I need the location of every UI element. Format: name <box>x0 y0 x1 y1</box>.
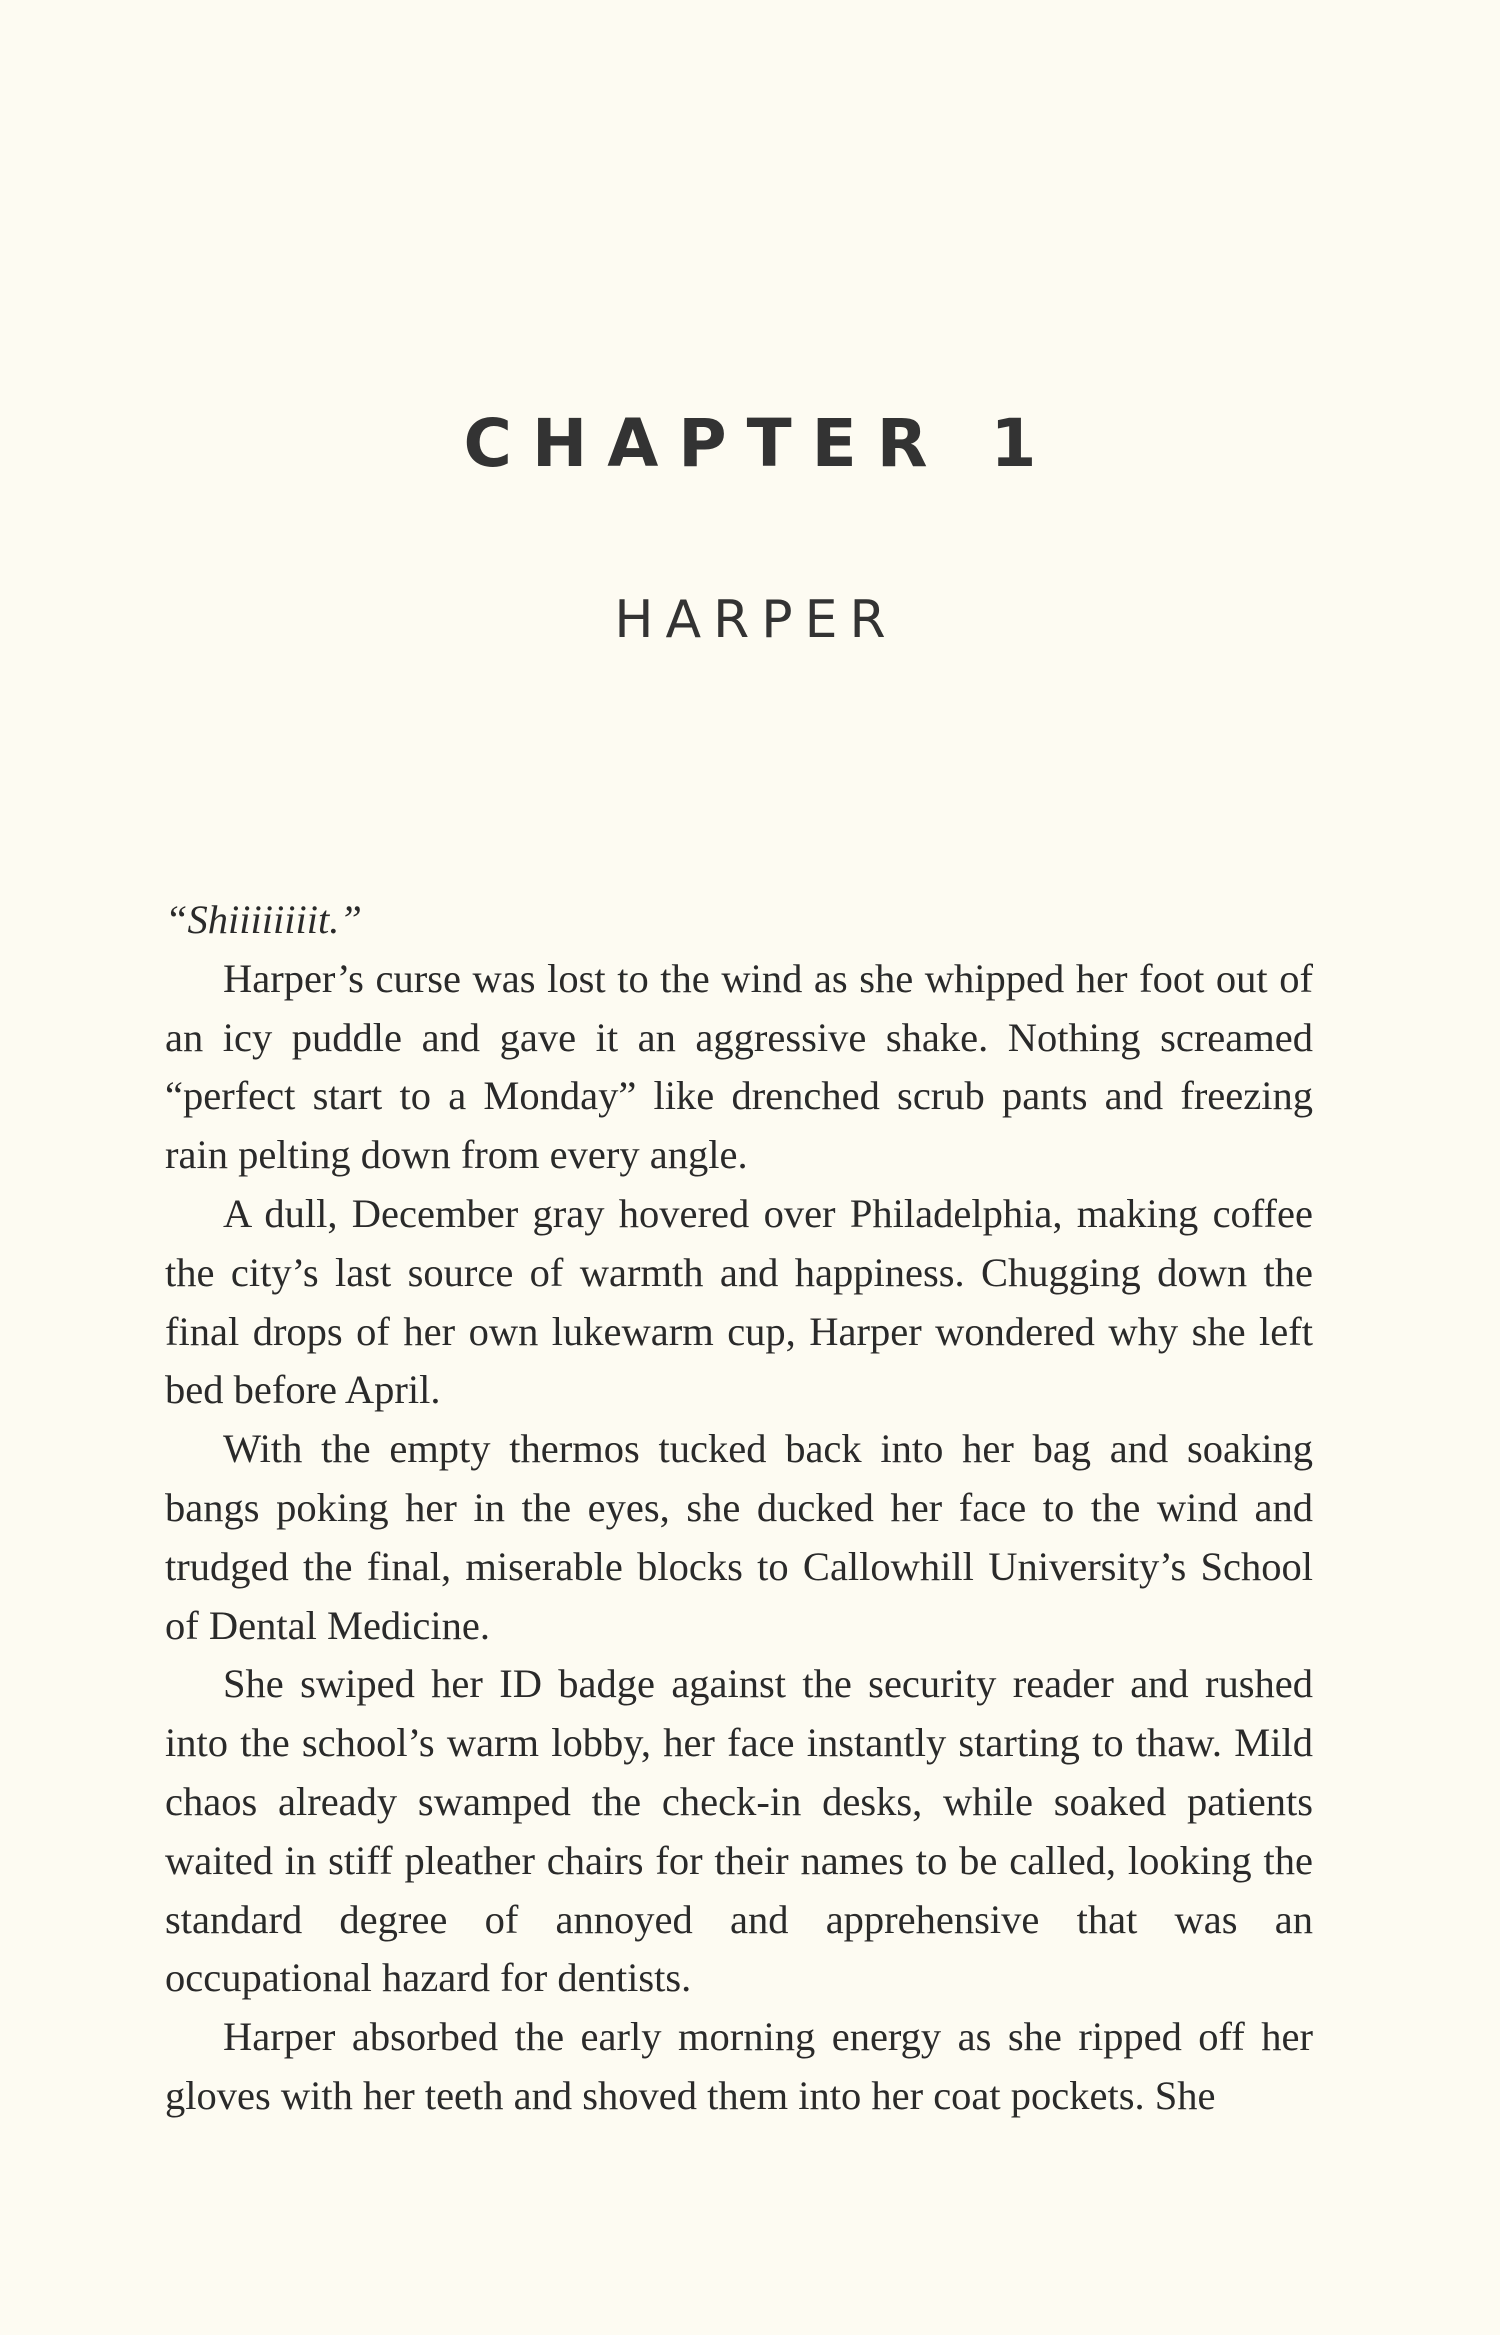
paragraph-opening-line: “Shiiiiiiiit.” <box>165 897 362 942</box>
paragraph: A dull, December gray hovered over Philadelphia, making coffee the city’s last source of warmth and happiness. Chugging down the final drops of her own lukewarm cup, Harper wondered why she left bed before April. <box>165 1190 1313 1413</box>
paragraph: Harper absorbed the early morning energy as she ripped off her gloves with her teeth and shoved them into her coat pockets. She <box>165 2014 1313 2118</box>
chapter-character-heading: HARPER <box>614 590 898 650</box>
chapter-body-text <box>165 891 1313 2126</box>
paragraph: She swiped her ID badge against the security reader and rushed into the school’s warm lobby, her face instantly starting to thaw. Mild chaos already swamped the check-in desks, while soaked patients waited in stiff pleather chairs for their names to be called, looking the standard degree of annoyed and apprehensive that was an occupational hazard for dentists. <box>165 1661 1313 2001</box>
chapter-number-heading: CHAPTER 1 <box>463 405 1057 482</box>
paragraph: With the empty thermos tucked back into her bag and soaking bangs poking her in the eyes, she ducked her face to the wind and trudged the final, miserable blocks to Callowhill University’s School of Dental Medicine. <box>165 1426 1313 1648</box>
paragraph: Harper’s curse was lost to the wind as she whipped her foot out of an icy puddle and gave it an aggressive shake. Nothing screamed “perfect start to a Monday” like drenched scrub pants and freezing rain pelting down from every angle. <box>165 955 1313 1178</box>
